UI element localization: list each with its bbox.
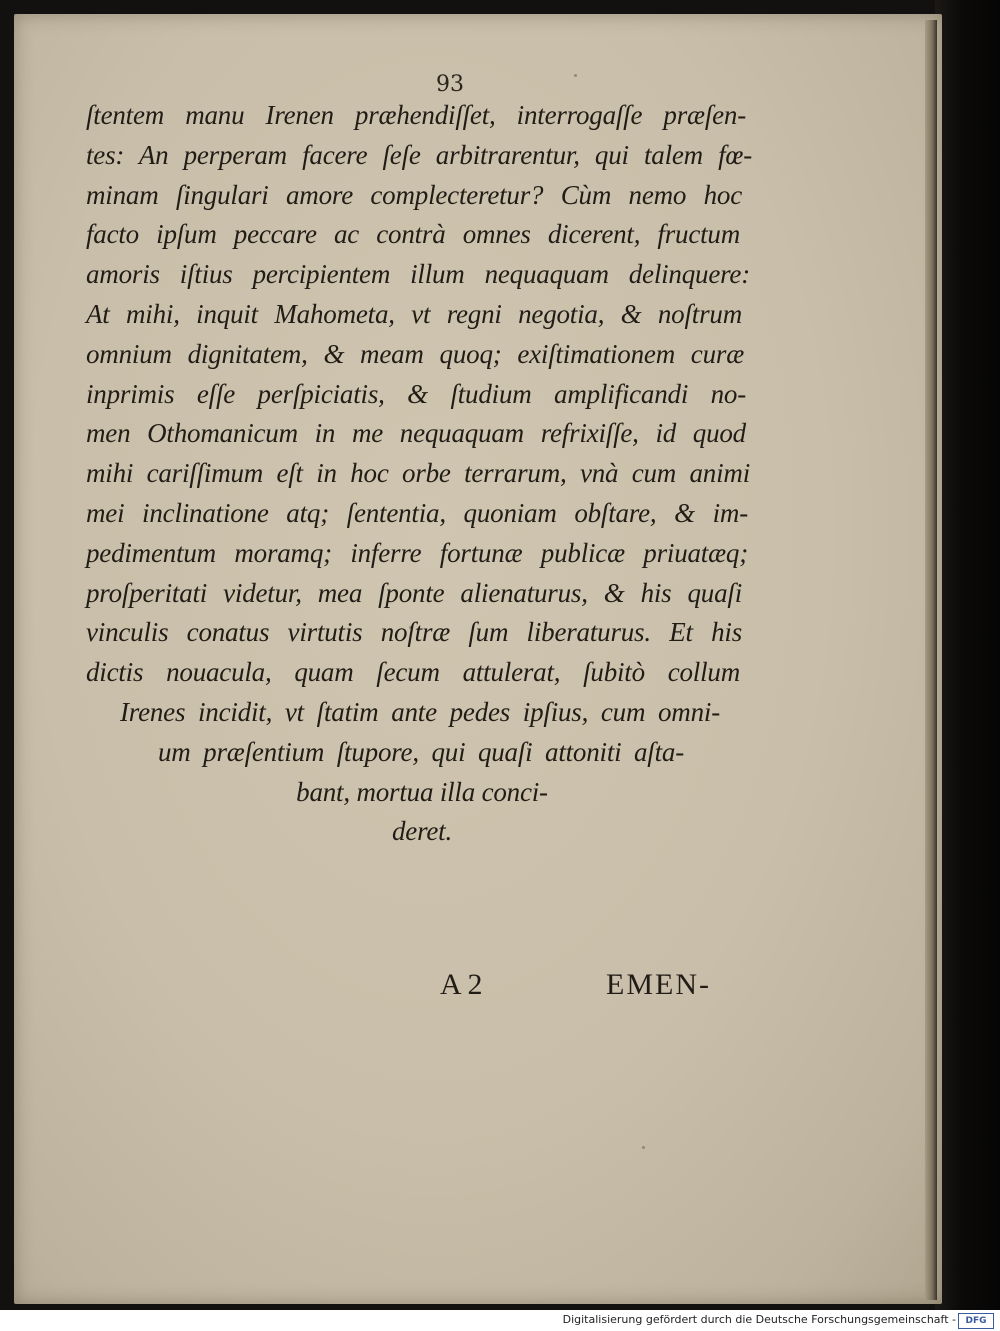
text-line: men Othomanicum in me nequaquam refrixiſſe, id quod — [86, 418, 746, 449]
text-line: minam ſingulari amore complecteretur? Cùm nemo hoc — [86, 179, 742, 210]
text-line: vinculis conatus virtutis noſtræ ſum liberaturus. Et his — [86, 617, 742, 648]
text-line: inprimis eſſe perſpiciatis, & ſtudium amplificandi no- — [86, 378, 746, 409]
text-line: omnium dignitatem, & meam quoq; exiſtimationem curæ — [86, 338, 744, 369]
page-number: 93 — [436, 72, 464, 97]
text-line: proſperitati videtur, mea ſponte alienaturus, & his quaſi — [86, 577, 742, 608]
text-line: bant, mortua illa conci- — [296, 776, 548, 807]
text-line: um præſentium ſtupore, qui quaſi attoniti aſta- — [158, 736, 684, 767]
funding-credit: Digitalisierung gefördert durch die Deutsche Forschungsgemeinschaft - — [562, 1313, 956, 1326]
text-line: ſtentem manu Irenen præhendiſſet, interrogaſſe præſen- — [86, 100, 746, 130]
text-line: mihi cariſſimum eſt in hoc orbe terrarum, vnà cum animi — [86, 458, 750, 489]
body-text — [86, 96, 766, 852]
dfg-logo: DFG — [958, 1313, 994, 1329]
text-line: amoris iſtius percipientem illum nequaquam delinquere: — [86, 259, 750, 290]
facing-page-shadow — [935, 0, 1000, 1310]
text-line: dictis nouacula, quam ſecum attulerat, ſubitò collum — [86, 657, 740, 688]
text-line: tes: An perperam facere ſeſe arbitrarentur, qui talem fœ- — [86, 139, 752, 170]
text-line: facto ipſum peccare ac contrà omnes dicerent, fructum — [86, 219, 740, 250]
catchword: EMEN- — [606, 968, 711, 1001]
page-edge — [925, 20, 937, 1300]
paper-speck — [574, 74, 577, 77]
text-line: At mihi, inquit Mahometa, vt regni negotia, & noſtrum — [86, 298, 742, 329]
text-line: Irenes incidit, vt ſtatim ante pedes ipſius, cum omni- — [120, 696, 720, 727]
text-line: deret. — [391, 816, 453, 847]
signature-mark: A 2 — [440, 968, 483, 1001]
digitization-footer — [0, 1310, 1000, 1331]
text-line: mei inclinatione atq; ſententia, quoniam obſtare, & im- — [86, 497, 748, 528]
paper-speck — [642, 1146, 645, 1149]
page-foot-marks — [440, 968, 760, 1008]
text-line: pedimentum moramq; inferre fortunæ publicæ priuatæq; — [86, 537, 748, 568]
